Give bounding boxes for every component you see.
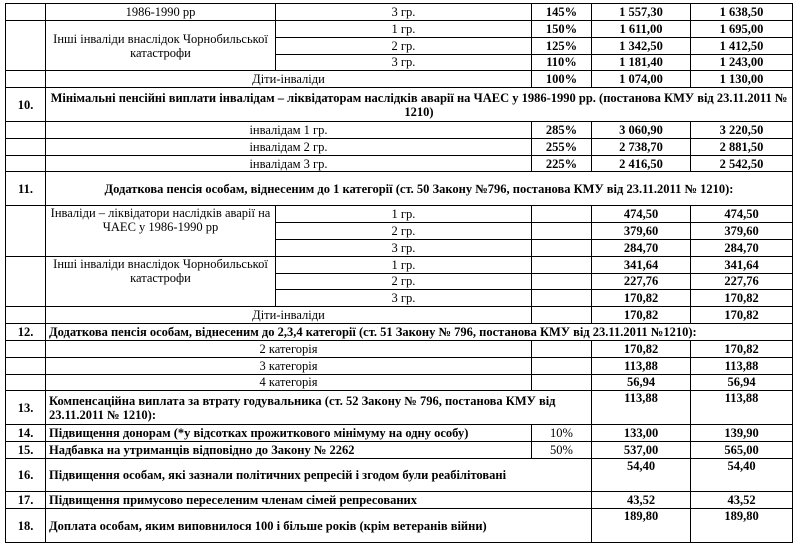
amount-cell: 284,70: [691, 239, 793, 256]
amount-cell: 474,50: [592, 206, 691, 223]
table-row: [6, 425, 793, 442]
row-number: [6, 374, 46, 391]
row-number: 16.: [6, 458, 46, 492]
amount-cell: 170,82: [691, 307, 793, 324]
row-number: 14.: [6, 425, 46, 442]
row-number: [6, 4, 46, 21]
amount-cell: 3 220,50: [691, 121, 793, 138]
row-number: 11.: [6, 172, 46, 206]
amount-cell: 1 695,00: [691, 20, 793, 37]
row-number: [6, 138, 46, 155]
amount-cell: 113,88: [691, 391, 793, 425]
grade-label: 1 гр.: [276, 206, 532, 223]
amount-cell: 189,80: [592, 509, 691, 543]
row-label: 2 категорія: [46, 340, 532, 357]
percent-cell: 225%: [532, 155, 592, 172]
row-label: Підвищення особам, які зазнали політичних репресій і згодом були реабілітовані: [46, 458, 592, 492]
percent-cell: 285%: [532, 121, 592, 138]
row-number: [6, 206, 46, 257]
percent-cell: 145%: [532, 4, 592, 21]
amount-cell: 133,00: [592, 425, 691, 442]
row-label: Підвищення примусово переселеним членам сімей репресованих: [46, 492, 592, 509]
table-row: [6, 256, 793, 273]
percent-cell: 100%: [532, 71, 592, 88]
amount-cell: 1 412,50: [691, 37, 793, 54]
grade-label: 2 гр.: [276, 273, 532, 290]
amount-cell: 2 416,50: [592, 155, 691, 172]
table-row: [6, 458, 793, 492]
row-label: інвалідам 2 гр.: [46, 138, 532, 155]
table-row: [6, 340, 793, 357]
amount-cell: 1 243,00: [691, 54, 793, 71]
grade-label: 2 гр.: [276, 222, 532, 239]
row-number: [6, 71, 46, 88]
table-row: [6, 4, 793, 21]
group-label: 1986-1990 рр: [46, 4, 276, 21]
grade-label: 1 гр.: [276, 20, 532, 37]
amount-cell: 474,50: [691, 206, 793, 223]
amount-cell: 1 342,50: [592, 37, 691, 54]
percent-cell: [532, 239, 592, 256]
amount-cell: 565,00: [691, 441, 793, 458]
percent-cell: [532, 340, 592, 357]
percent-cell: [532, 256, 592, 273]
grade-label: 3 гр.: [276, 239, 532, 256]
row-number: 12.: [6, 324, 46, 341]
grade-label: 1 гр.: [276, 256, 532, 273]
percent-cell: [532, 222, 592, 239]
amount-cell: 189,80: [691, 509, 793, 543]
row-label: інвалідам 1 гр.: [46, 121, 532, 138]
percent-cell: [532, 307, 592, 324]
amount-cell: 2 738,70: [592, 138, 691, 155]
amount-cell: 170,82: [592, 340, 691, 357]
amount-cell: 537,00: [592, 441, 691, 458]
amount-cell: 1 181,40: [592, 54, 691, 71]
amount-cell: 170,82: [691, 340, 793, 357]
amount-cell: 3 060,90: [592, 121, 691, 138]
pension-table-document: [5, 3, 792, 543]
row-number: 10.: [6, 88, 46, 122]
percent-cell: 50%: [532, 441, 592, 458]
row-number: [6, 256, 46, 307]
table-row: [6, 374, 793, 391]
amount-cell: 139,90: [691, 425, 793, 442]
group-label: Інваліди – ліквідатори наслідків аварії на ЧАЕС у 1986-1990 рр: [46, 206, 276, 257]
amount-cell: 341,64: [691, 256, 793, 273]
amount-cell: 1 638,50: [691, 4, 793, 21]
table-row: [6, 492, 793, 509]
amount-cell: 54,40: [592, 458, 691, 492]
row-label: Компенсаційна виплата за втрату годувальника (ст. 52 Закону № 796, постанова КМУ від 23.11.2011 № 1210):: [46, 391, 592, 425]
row-number: 18.: [6, 509, 46, 543]
row-number: [6, 20, 46, 71]
amount-cell: 170,82: [592, 290, 691, 307]
pension-rates-table: [5, 3, 793, 543]
group-label: Інші інваліди внаслідок Чорнобильської катастрофи: [46, 20, 276, 71]
amount-cell: 113,88: [592, 391, 691, 425]
amount-cell: 113,88: [691, 357, 793, 374]
row-label: Доплата особам, яким виповнилося 100 і більше років (крім ветеранів війни): [46, 509, 592, 543]
percent-cell: [532, 206, 592, 223]
grade-label: 3 гр.: [276, 4, 532, 21]
table-row: [6, 155, 793, 172]
percent-cell: 110%: [532, 54, 592, 71]
amount-cell: 2 881,50: [691, 138, 793, 155]
amount-cell: 379,60: [592, 222, 691, 239]
percent-cell: 10%: [532, 425, 592, 442]
section-header-row: [6, 324, 793, 341]
amount-cell: 1 611,00: [592, 20, 691, 37]
row-label: Діти-інваліди: [46, 71, 532, 88]
section-header-row: [6, 88, 793, 122]
grade-label: 3 гр.: [276, 54, 532, 71]
amount-cell: 56,94: [691, 374, 793, 391]
percent-cell: [532, 290, 592, 307]
table-row: [6, 307, 793, 324]
row-label: Діти-інваліди: [46, 307, 532, 324]
grade-label: 2 гр.: [276, 37, 532, 54]
table-row: [6, 509, 793, 543]
grade-label: 3 гр.: [276, 290, 532, 307]
amount-cell: 379,60: [691, 222, 793, 239]
row-number: [6, 357, 46, 374]
amount-cell: 1 130,00: [691, 71, 793, 88]
percent-cell: [532, 273, 592, 290]
table-row: [6, 357, 793, 374]
row-label: Надбавка на утриманців відповідно до Закону № 2262: [46, 441, 532, 458]
amount-cell: 227,76: [691, 273, 793, 290]
amount-cell: 43,52: [592, 492, 691, 509]
table-row: [6, 206, 793, 223]
table-row: [6, 391, 793, 425]
row-number: [6, 340, 46, 357]
row-label: Підвищення донорам (*у відсотках прожиткового мінімуму на одну особу): [46, 425, 532, 442]
percent-cell: [532, 374, 592, 391]
row-label: 3 категорія: [46, 357, 532, 374]
section-title: Додаткова пенсія особам, віднесеним до 1 категорії (ст. 50 Закону №796, постанова КМУ від 23.11.2011 № 1210):: [46, 172, 793, 206]
amount-cell: 2 542,50: [691, 155, 793, 172]
row-number: [6, 155, 46, 172]
amount-cell: 1 557,30: [592, 4, 691, 21]
row-number: [6, 307, 46, 324]
amount-cell: 56,94: [592, 374, 691, 391]
amount-cell: 113,88: [592, 357, 691, 374]
amount-cell: 284,70: [592, 239, 691, 256]
group-label: Інші інваліди внаслідок Чорнобильської катастрофи: [46, 256, 276, 307]
table-row: [6, 441, 793, 458]
row-label: 4 категорія: [46, 374, 532, 391]
amount-cell: 170,82: [691, 290, 793, 307]
section-title: Додаткова пенсія особам, віднесеним до 2,3,4 категорії (ст. 51 Закону № 796, постанова КМУ від 23.11.2011 №1210):: [46, 324, 793, 341]
amount-cell: 341,64: [592, 256, 691, 273]
section-title: Мінімальні пенсійні виплати інвалідам – ліквідаторам наслідків аварії на ЧАЕС у 1986-1990 рр. (постанова КМУ від 23.11.2011 № 1210): [46, 88, 793, 122]
row-number: 17.: [6, 492, 46, 509]
percent-cell: 255%: [532, 138, 592, 155]
section-header-row: [6, 172, 793, 206]
row-number: 13.: [6, 391, 46, 425]
percent-cell: 125%: [532, 37, 592, 54]
table-row: [6, 138, 793, 155]
percent-cell: 150%: [532, 20, 592, 37]
amount-cell: 170,82: [592, 307, 691, 324]
table-row: [6, 20, 793, 37]
row-label: інвалідам 3 гр.: [46, 155, 532, 172]
percent-cell: [532, 357, 592, 374]
row-number: [6, 121, 46, 138]
amount-cell: 43,52: [691, 492, 793, 509]
amount-cell: 54,40: [691, 458, 793, 492]
table-row: [6, 121, 793, 138]
row-number: 15.: [6, 441, 46, 458]
amount-cell: 1 074,00: [592, 71, 691, 88]
table-row: [6, 71, 793, 88]
amount-cell: 227,76: [592, 273, 691, 290]
